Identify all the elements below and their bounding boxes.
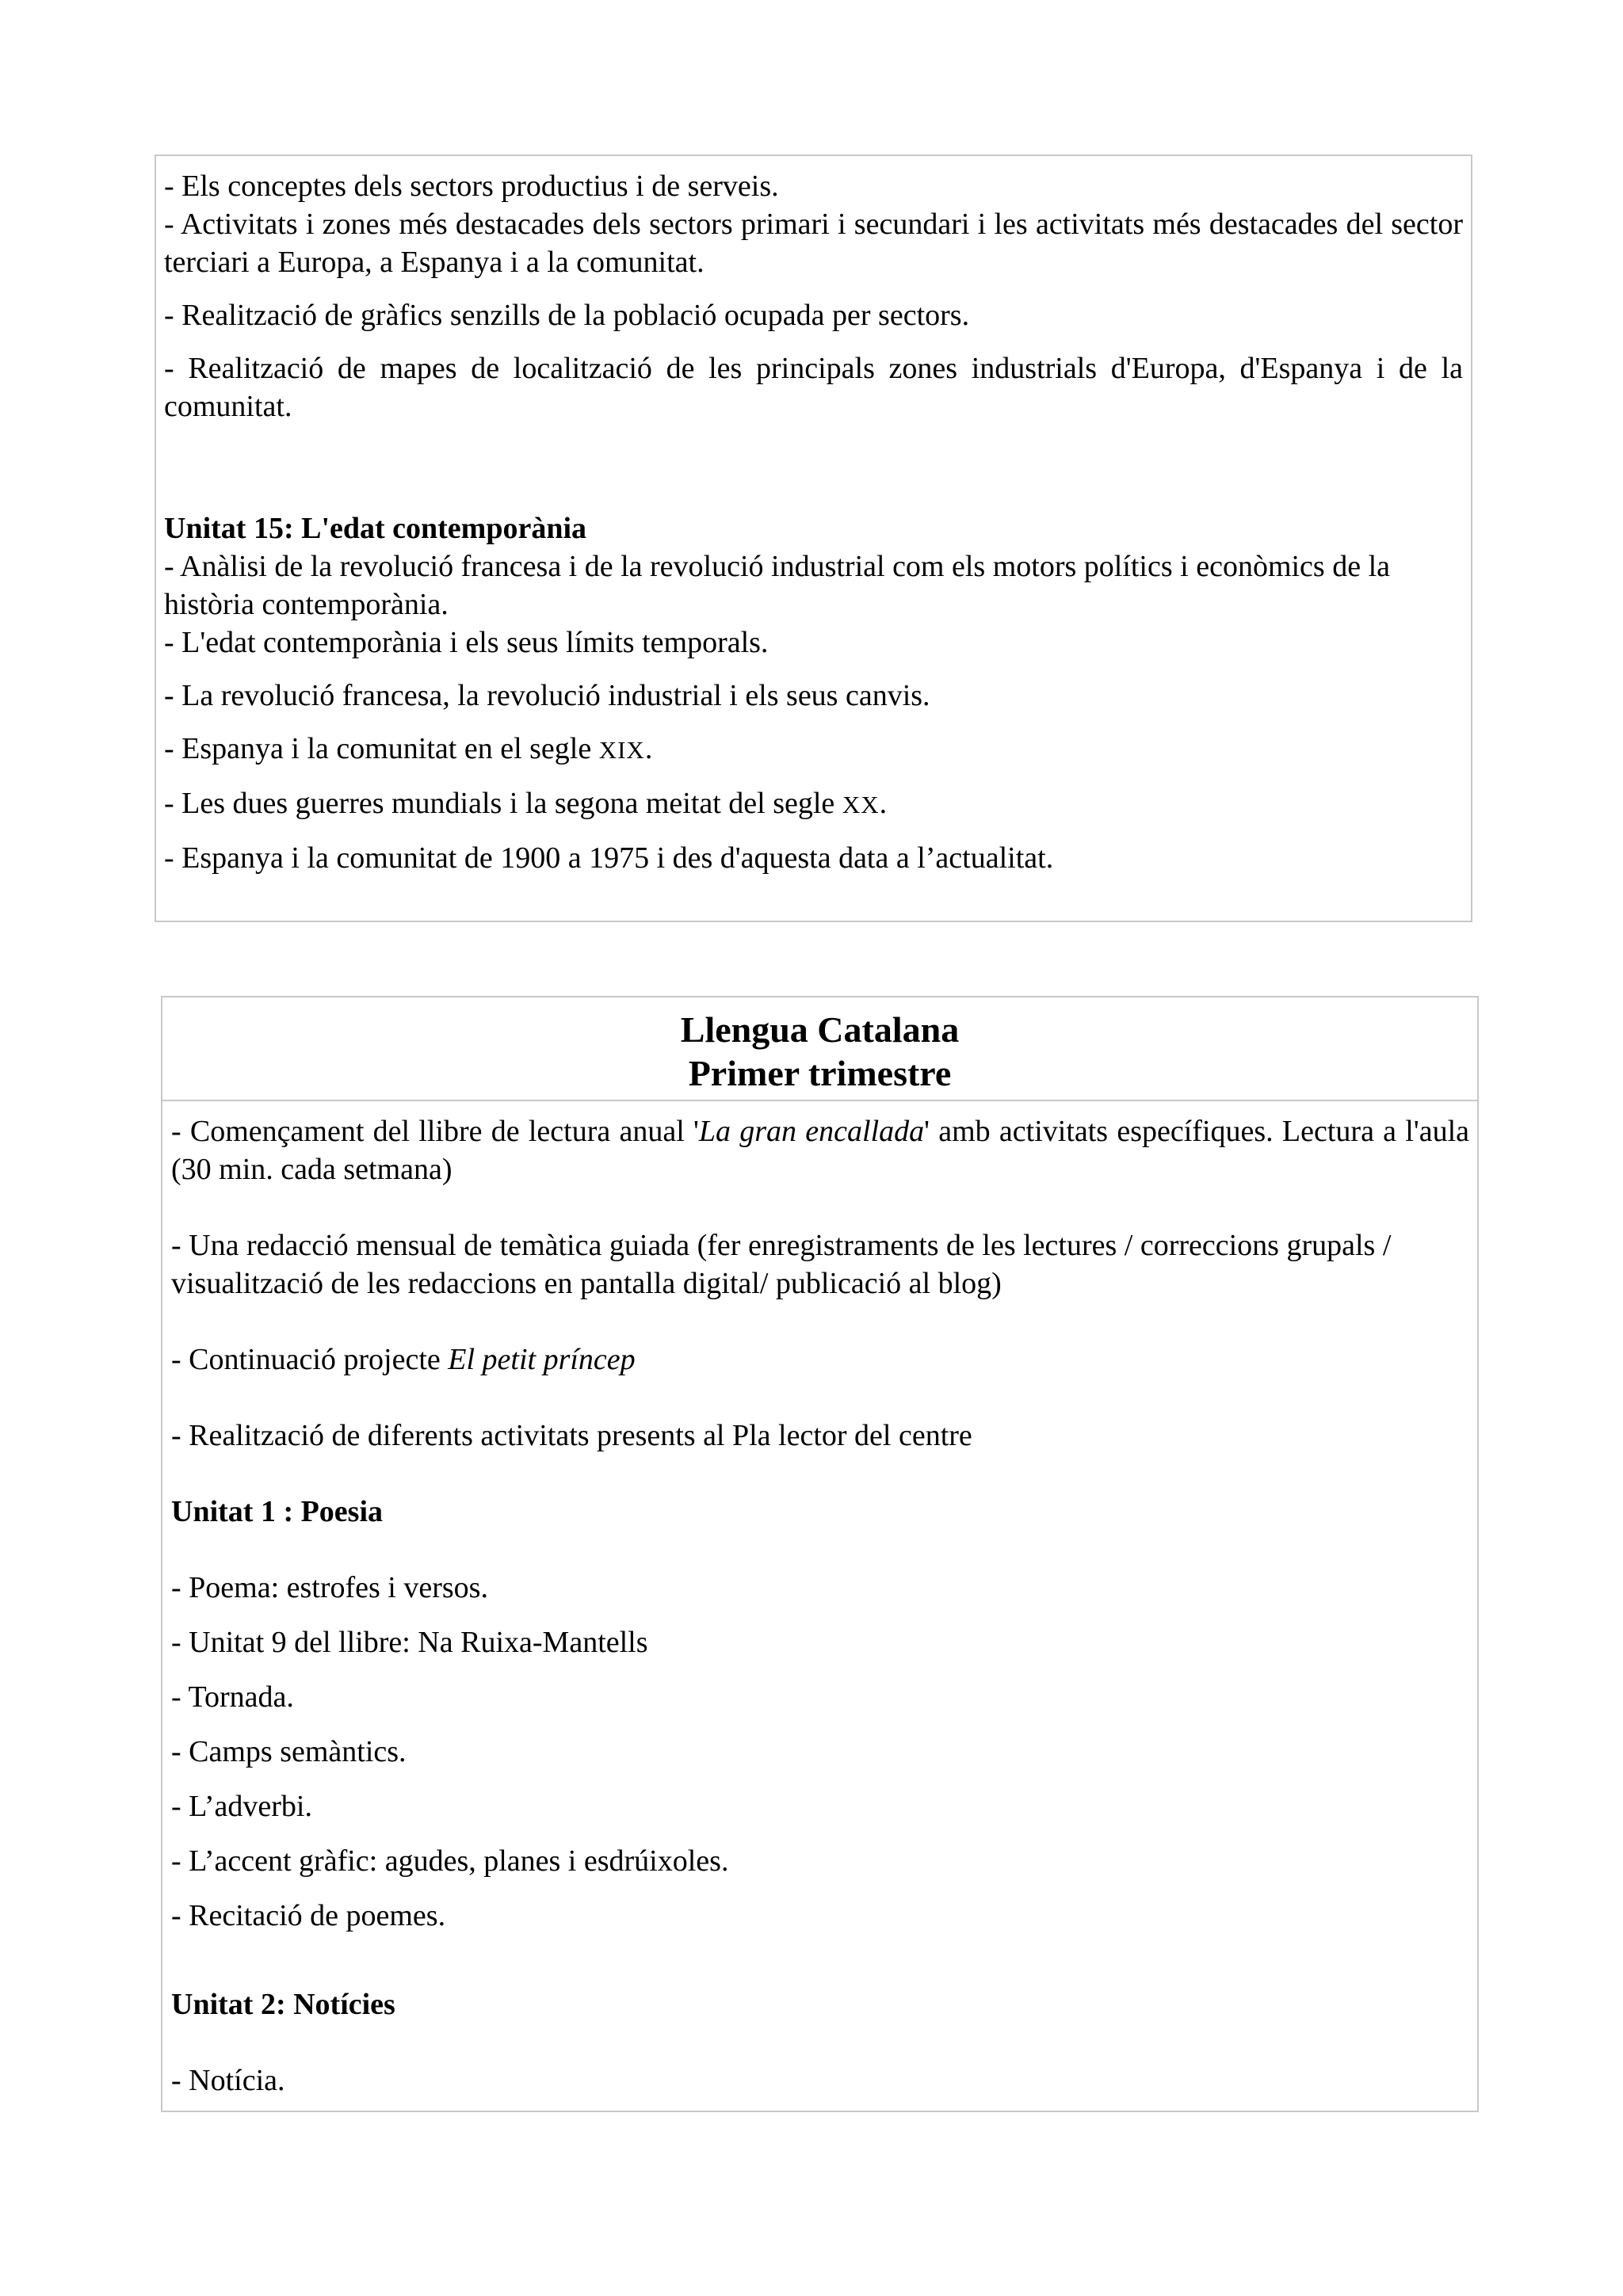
list-item: - L’accent gràfic: agudes, planes i esdrúixoles.	[171, 1844, 729, 1878]
project-paragraph: - Continuació projecte El petit príncep	[171, 1343, 636, 1376]
section-title: Llengua Catalana	[680, 1009, 960, 1050]
text-line: - L'edat contemporània i els seus límits temporals.	[164, 626, 769, 659]
text-line: - Els conceptes dels sectors productius i de serveis.	[164, 170, 779, 203]
unit-1-title: Unitat 1 : Poesia	[171, 1495, 384, 1528]
text-line: - La revolució francesa, la revolució industrial i els seus canvis.	[164, 679, 930, 712]
list-item: - Poema: estrofes i versos.	[171, 1571, 488, 1604]
text-line-xix: - Espanya i la comunitat en el segle XIX.	[164, 732, 653, 765]
unit-15-title: Unitat 15: L'edat contemporània	[164, 512, 587, 545]
list-item: - Camps semàntics.	[171, 1735, 407, 1768]
text-line: - Realització de mapes de localització de les principals zones industrials d'Europa, d'Espanya i de la comunitat.	[164, 352, 1463, 423]
text-line: - Anàlisi de la revolució francesa i de la revolució industrial com els motors polítics i econòmics de la història contemporània.	[164, 550, 1390, 621]
section-header	[162, 997, 1477, 1101]
writing-paragraph: - Una redacció mensual de temàtica guiada (fer enregistraments de les lectures / correccions grupals / visualització de les redaccions en pantalla digital/ publicació al blog)	[171, 1229, 1392, 1300]
list-item: - L’adverbi.	[171, 1790, 312, 1823]
text-line: - Activitats i zones més destacades dels sectors primari i secundari i les activitats més destacades del sector terciari a Europa, a Espanya i a la comunitat.	[164, 208, 1463, 279]
text-line-xx: - Les dues guerres mundials i la segona meitat del segle XX.	[164, 787, 888, 820]
plan-paragraph: - Realització de diferents activitats presents al Pla lector del centre	[171, 1419, 972, 1452]
list-item: - Notícia.	[171, 2064, 285, 2097]
list-item: - Recitació de poemes.	[171, 1899, 446, 1932]
section-subtitle: Primer trimestre	[688, 1053, 952, 1093]
unit-2-title: Unitat 2: Notícies	[171, 1988, 395, 2021]
list-item: - Tornada.	[171, 1680, 294, 1714]
list-item: - Unitat 9 del llibre: Na Ruixa-Mantells	[171, 1626, 648, 1659]
catalan-content-box	[161, 996, 1479, 2112]
text-line: - Espanya i la comunitat de 1900 a 1975 i des d'aquesta data a l’actualitat.	[164, 841, 1054, 875]
reading-paragraph: - Començament del llibre de lectura anual 'La gran encallada' amb activitats específiques. Lectura a l'aula (30 min. cada setmana)	[171, 1115, 1469, 1186]
geography-content-box	[155, 154, 1472, 922]
text-line: - Realització de gràfics senzills de la població ocupada per sectors.	[164, 299, 970, 332]
